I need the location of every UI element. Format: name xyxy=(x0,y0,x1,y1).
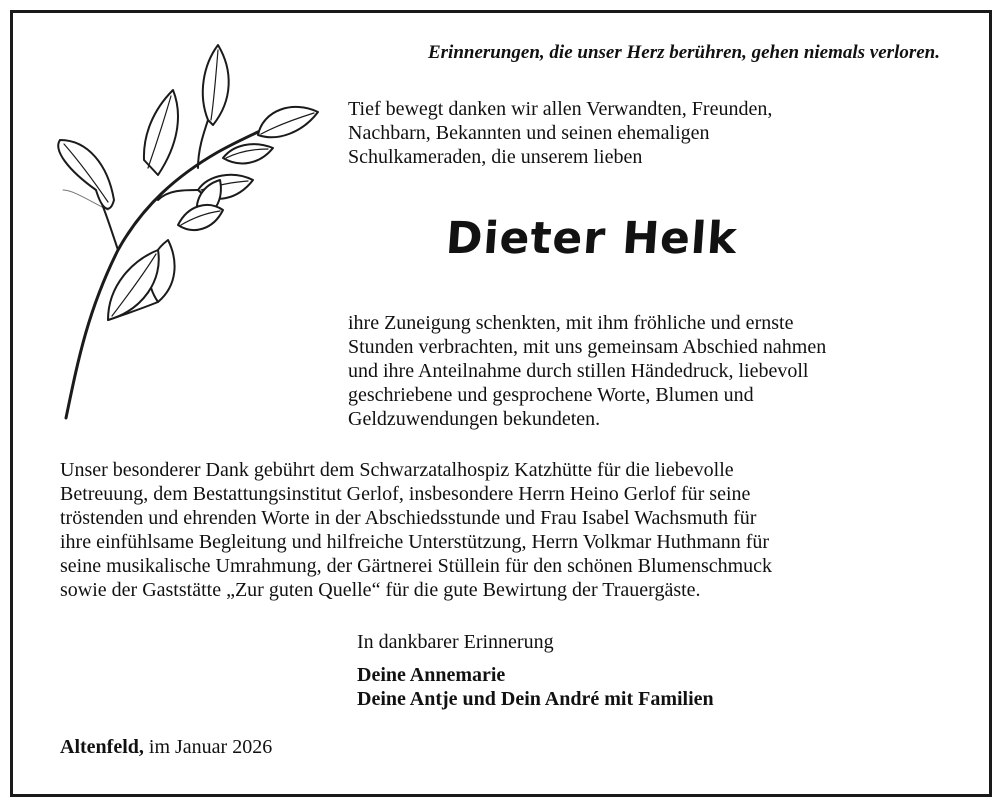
date-text: im Januar 2026 xyxy=(148,736,273,758)
body-line: Geldzuwendungen bekundeten. xyxy=(348,408,601,430)
thanks-line: seine musikalische Umrahmung, der Gärtnerei Stüllein für den schönen Blumenschmuck xyxy=(60,555,773,577)
place-name: Altenfeld, xyxy=(60,736,144,758)
body-line: ihre Zuneigung schenkten, mit ihm fröhliche und ernste xyxy=(348,312,794,334)
body-line: Stunden verbrachten, mit uns gemeinsam Abschied nahmen xyxy=(348,336,827,358)
thanks-line: tröstenden und ehrenden Worte in der Abschiedsstunde und Frau Isabel Wachsmuth für xyxy=(60,507,757,529)
thanks-line: ihre einfühlsame Begleitung und hilfreiche Unterstützung, Herrn Volkmar Huthmann für xyxy=(60,531,770,553)
thanks-paragraph xyxy=(60,458,942,602)
place-date xyxy=(60,735,272,759)
signature-line: Deine Antje und Dein André mit Familien xyxy=(357,688,714,710)
intro-paragraph xyxy=(348,97,908,169)
intro-line: Tief bewegt danken wir allen Verwandten, Freunden, xyxy=(348,98,773,120)
body-line: und ihre Anteilnahme durch stillen Händedruck, liebevoll xyxy=(348,360,809,382)
motto-quote: Erinnerungen, die unser Herz berühren, gehen niemals verloren. xyxy=(427,42,940,63)
intro-line: Nachbarn, Bekannten und seinen ehemaligen xyxy=(348,122,710,144)
body-paragraph xyxy=(348,311,948,431)
deceased-name: Dieter Helk xyxy=(444,213,740,264)
leafy-branch-icon xyxy=(48,40,328,430)
thanks-line: Betreuung, dem Bestattungsinstitut Gerlof, insbesondere Herrn Heino Gerlof für seine xyxy=(60,483,751,505)
body-line: geschriebene und gesprochene Worte, Blumen und xyxy=(348,384,754,406)
thanks-line: sowie der Gaststätte „Zur guten Quelle“ für die gute Bewirtung der Trauergäste. xyxy=(60,579,701,601)
thanks-line: Unser besonderer Dank gebührt dem Schwarzatalhospiz Katzhütte für die liebevolle xyxy=(60,459,734,481)
signature-line: Deine Annemarie xyxy=(357,664,506,686)
closing-phrase: In dankbarer Erinnerung xyxy=(357,631,554,653)
intro-line: Schulkameraden, die unserem lieben xyxy=(348,146,643,168)
